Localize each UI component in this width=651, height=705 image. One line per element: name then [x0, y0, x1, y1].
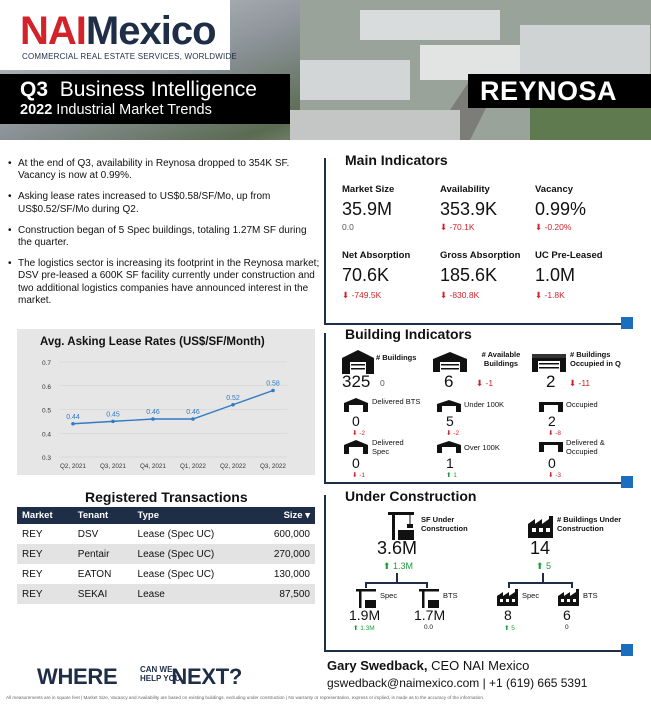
over-100k-change: ⬆ 1: [446, 472, 457, 479]
cell-type: Lease (Spec UC): [137, 568, 215, 580]
under-100k-icon: [437, 400, 461, 412]
tree-connector: [508, 582, 572, 584]
net-absorption-change: ⬇ -749.5K: [342, 290, 382, 300]
gross-absorption-change: ⬇ -830.8K: [440, 290, 480, 300]
cell-market: REY: [22, 568, 43, 580]
transactions-table: [17, 507, 315, 604]
buildings-value: 325: [342, 372, 371, 391]
occupied-in-q-value: 2: [546, 372, 556, 391]
occupied-in-q-change: ⬇ -11: [569, 378, 591, 388]
delivered-occupied-label: Delivered & Occupied: [566, 438, 605, 456]
tagline-next: NEXT?: [171, 664, 243, 689]
quarter: Q3: [20, 78, 49, 101]
cell-type: Lease (Spec UC): [137, 528, 215, 540]
highlight-item: • The logistics sector is increasing its footprint in the Reynosa market; DSV pre-leased a 600K SF facility currently under construction and two additional logistics companies have announced interest in the market.: [8, 258, 320, 307]
market-size-change: 0.0: [342, 222, 354, 232]
data-point: [271, 389, 275, 393]
frame-corner-square: [621, 644, 633, 656]
report-name: Business Intelligence: [59, 78, 257, 101]
nai-mexico-logo: [20, 10, 216, 52]
contact-name: Gary Swedback,: [327, 658, 428, 673]
col-size-sort[interactable]: Size ▾: [252, 507, 315, 524]
frame-line: [324, 323, 628, 325]
x-tick-label: Q3, 2022: [260, 463, 286, 470]
sf-spec-change: ⬆ 1.3M: [353, 625, 375, 632]
frame-corner-square: [621, 317, 633, 329]
under-100k-change: ⬇ -2: [446, 430, 460, 437]
lease-rate-chart: [17, 350, 315, 475]
logo-nai: NAI: [20, 9, 86, 53]
under-construction-title: Under Construction: [341, 488, 480, 504]
cell-tenant: SEKAI: [73, 584, 133, 604]
sf-bts-value: 1.7M: [414, 607, 446, 623]
delivered-occupied-change: ⬇ -3: [548, 472, 562, 479]
x-tick-label: Q2, 2022: [220, 463, 246, 470]
over-100k-value: 1: [446, 455, 454, 471]
net-absorption-value: 70.6K: [342, 265, 390, 285]
tree-connector: [365, 582, 427, 584]
main-indicators-title: Main Indicators: [341, 152, 452, 168]
gross-absorption-value: 185.6K: [440, 265, 498, 285]
under-100k-value: 5: [446, 413, 454, 429]
building-indicators-title: Building Indicators: [341, 326, 476, 342]
frame-line: [324, 482, 628, 484]
gross-absorption-label: Gross Absorption: [440, 250, 521, 261]
cell-size: 87,500: [252, 584, 315, 604]
buildings-uc-label: # Buildings Under Construction: [557, 515, 622, 533]
tagline-small: [140, 665, 181, 683]
highlight-item: • Asking lease rates increased to US$0.58/SF/Mo, up from US$0.52/SF/Mo during Q2.: [8, 191, 320, 215]
buildings-change: 0: [380, 378, 385, 388]
cell-market: REY: [17, 544, 73, 564]
delivered-spec-change: ⬇ -1: [352, 472, 366, 479]
col-market: Market: [17, 507, 73, 524]
year: 2022: [20, 102, 53, 118]
highlight-item: • At the end of Q3, availability in Reynosa dropped to 354K SF. Vacancy is now at 0.99%.: [8, 158, 320, 182]
occupied-change: ⬇ -8: [548, 430, 562, 437]
contact-name-line: [327, 658, 529, 673]
occupied-in-q-label: # Buildings Occupied in Q: [570, 350, 621, 368]
cell-size: 600,000: [273, 528, 310, 540]
vacancy-change: ⬇ -0.20%: [535, 222, 572, 232]
x-tick-label: Q1, 2022: [180, 463, 206, 470]
y-tick-label: 0.4: [41, 431, 51, 439]
data-point: [231, 403, 235, 407]
contact-role: CEO NAI Mexico: [431, 658, 530, 673]
occupied-label: Occupied: [566, 400, 598, 409]
available-buildings-value: 6: [444, 372, 454, 391]
available-buildings-change: ⬇ -1: [476, 378, 494, 388]
cell-type: Lease: [133, 584, 252, 604]
vacancy-value: 0.99%: [535, 199, 587, 219]
buildings-uc-change: ⬆ 5: [536, 561, 552, 571]
delivered-bts-value: 0: [352, 413, 360, 429]
data-label: 0.46: [146, 409, 160, 416]
data-label: 0.52: [226, 394, 240, 402]
sf-uc-change: ⬆ 1.3M: [383, 561, 414, 571]
sf-uc-value: 3.6M: [377, 538, 418, 558]
col-type: Type: [133, 507, 252, 524]
y-tick-label: 0.6: [41, 383, 51, 391]
b-spec-value: 8: [504, 607, 512, 623]
over-100k-icon: [437, 441, 461, 453]
market-size-label: Market Size: [342, 184, 395, 195]
uc-preleased-value: 1.0M: [535, 265, 576, 285]
occupied-icon: [539, 400, 563, 412]
frame-line: [324, 650, 628, 652]
vacancy-label: Vacancy: [535, 184, 574, 195]
cell-market: REY: [22, 528, 43, 540]
cell-size: 270,000: [252, 544, 315, 564]
spec-crane-icon: [355, 588, 377, 608]
x-tick-label: Q3, 2021: [100, 463, 126, 470]
data-label: 0.45: [106, 411, 120, 419]
delivered-bts-icon: [344, 398, 368, 412]
b-bts-value: 6: [563, 607, 571, 623]
logo-subtitle: COMMERCIAL REAL ESTATE SERVICES, WORLDWIDE: [22, 52, 237, 61]
tagline-where: WHERE: [37, 664, 118, 689]
table-row: [17, 564, 315, 584]
chart-title: Avg. Asking Lease Rates (US$/SF/Month): [40, 336, 265, 348]
available-buildings-label: # Available Buildings: [481, 350, 521, 368]
contact-info[interactable]: gswedback@naimexico.com | +1 (619) 665 5391: [327, 676, 588, 690]
sf-spec-value: 1.9M: [349, 607, 381, 623]
uc-preleased-change: ⬇ -1.8K: [535, 290, 565, 300]
cell-market: REY: [17, 584, 73, 604]
crane-icon: [386, 510, 416, 540]
spec-factory-icon: [497, 588, 519, 606]
under-100k-label: Under 100K: [464, 400, 505, 409]
cell-tenant: EATON: [77, 568, 112, 580]
frame-corner-square: [621, 476, 633, 488]
b-bts-change: 0: [565, 624, 569, 631]
tagline-help-you: HELP YOU: [140, 674, 181, 683]
delivered-spec-icon: [344, 440, 368, 454]
occupied-value: 2: [548, 413, 556, 429]
report-title: [20, 78, 257, 102]
frame-line: [324, 158, 326, 324]
lease-rate-line: [73, 391, 273, 424]
availability-change: ⬇ -70.1K: [440, 222, 475, 232]
b-spec-change: ⬆ 5: [504, 625, 515, 632]
city-name: REYNOSA: [480, 76, 618, 106]
warehouse-icon: [342, 350, 374, 374]
data-point: [191, 417, 195, 421]
cell-tenant: DSV: [77, 528, 99, 540]
frame-line: [324, 333, 326, 483]
sf-uc-label: SF Under Construction: [421, 515, 468, 533]
data-label: 0.46: [186, 409, 200, 416]
table-row: [17, 524, 315, 544]
over-100k-label: Over 100K: [464, 443, 500, 452]
cell-tenant: Pentair: [73, 544, 133, 564]
tagline-can-we: CAN WE: [140, 665, 173, 674]
occupied-building-icon: [532, 352, 566, 372]
b-bts-label: BTS: [583, 591, 598, 600]
data-label: 0.58: [266, 380, 280, 388]
delivered-bts-change: ⬇ -2: [352, 430, 366, 437]
delivered-spec-value: 0: [352, 455, 360, 471]
availability-label: Availability: [440, 184, 490, 195]
logo-mexico: Mexico: [85, 9, 216, 53]
y-tick-label: 0.5: [41, 407, 51, 415]
transactions-title: Registered Transactions: [85, 489, 248, 505]
highlight-item: • Construction began of 5 Spec buildings, totaling 1.27M SF during the quarter.: [8, 225, 320, 249]
x-tick-label: Q2, 2021: [60, 463, 86, 470]
delivered-occupied-value: 0: [548, 455, 556, 471]
data-label: 0.44: [66, 413, 80, 421]
b-spec-label: Spec: [522, 591, 540, 600]
delivered-occupied-icon: [539, 440, 563, 452]
market-size-value: 35.9M: [342, 199, 393, 219]
available-building-icon: [433, 352, 467, 372]
bts-factory-icon: [558, 588, 580, 606]
sf-spec-label: Spec: [380, 591, 398, 600]
disclaimer: All measurements are in square feet | Market Size, Vacancy and Availability are based on existing buildings, excluding under construction | No warranty or representation, express or implied, is made as to the accuracy of the information.: [6, 695, 485, 700]
x-tick-label: Q4, 2021: [140, 463, 166, 470]
buildings-uc-value: 14: [530, 538, 551, 558]
data-point: [111, 420, 115, 424]
cell-size: 130,000: [273, 568, 310, 580]
y-tick-label: 0.7: [41, 360, 51, 367]
table-row: [17, 544, 315, 564]
delivered-bts-label: Delivered BTS: [372, 397, 421, 406]
subtitle: Industrial Market Trends: [56, 102, 212, 118]
y-tick-label: 0.3: [41, 455, 51, 462]
table-header-row: [17, 507, 315, 524]
highlights-list: [8, 158, 320, 316]
col-tenant: Tenant: [73, 507, 133, 524]
data-point: [71, 422, 75, 426]
sf-bts-change: 0.0: [424, 624, 434, 631]
cell-type: Lease (Spec UC): [133, 544, 252, 564]
report-subtitle: [20, 102, 212, 118]
availability-value: 353.9K: [440, 199, 498, 219]
net-absorption-label: Net Absorption: [342, 250, 411, 261]
sf-bts-label: BTS: [443, 591, 458, 600]
factory-icon: [528, 514, 554, 538]
uc-preleased-label: UC Pre-Leased: [535, 250, 603, 261]
bts-crane-icon: [418, 588, 440, 608]
buildings-label: # Buildings: [376, 353, 417, 362]
delivered-spec-label: Delivered Spec: [372, 438, 404, 456]
data-point: [151, 417, 155, 421]
frame-line: [324, 495, 326, 651]
table-row: [17, 584, 315, 604]
